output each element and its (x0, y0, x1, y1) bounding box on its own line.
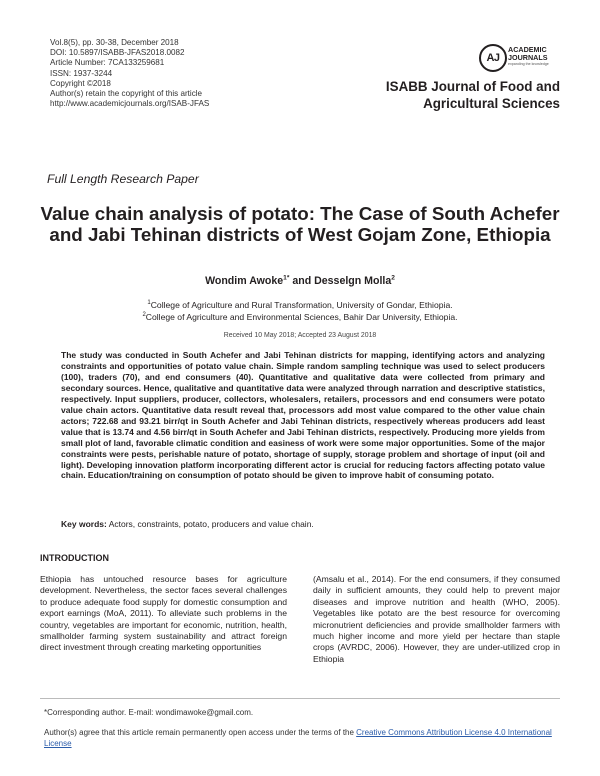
author-name: Desselgn Molla (314, 275, 392, 287)
meta-volume: Vol.8(5), pp. 30-38, December 2018 (50, 38, 179, 47)
meta-copyright-note: Author(s) retain the copyright of this article (50, 89, 203, 99)
affiliation: $^1$College of Agriculture and Rural Transformation, University of Gondar, Ethiopia. (147, 300, 453, 310)
author-superscript: 2 (391, 274, 395, 282)
license-text: Author(s) agree that this article remain permanently open access under the terms of the (44, 728, 357, 737)
keywords-list: Actors, constraints, potato, producers and value chain. (106, 519, 314, 529)
meta-doi: DOI: 10.5897/ISABB-JFAS2018.0082 (50, 48, 185, 58)
received-dates: Received 10 May 2018; Accepted 23 August 2018 (223, 332, 377, 339)
academic-journals-logo (479, 44, 571, 74)
keywords (61, 519, 545, 529)
intro-column-left: Ethiopia has untouched resource bases for agriculture development. Nevertheless, the sector faces several challenges to produce adequate food supply for domestic consumption and export earnings (MoA, 2011). To alleviate such problems in the country, vegetables are important for economic, nutrition, health, smallholder farming system sustainability and attract foreign direct investment through creating marketing opportunities (40, 574, 287, 653)
journal-name: ISABB Journal of Food and Agricultural Sciences (385, 79, 560, 111)
logo-tagline: expanding the knowledge (508, 62, 549, 66)
author-superscript: 1* (283, 274, 290, 282)
footer-divider (40, 698, 560, 699)
article-metadata (50, 38, 209, 109)
affiliation: $^2$College of Agriculture and Environmental Sciences, Bahir Dar University, Ethiopia. (142, 312, 458, 323)
author-conjunction: and (289, 275, 315, 287)
license-notice (44, 728, 560, 749)
keywords-label: Key words: (61, 519, 107, 529)
abstract: The study was conducted in South Achefer and Jabi Tehinan districts for mapping, identifying actors and analyzing constraints and opportunities of potato value chain. Simple random sampling technique was used to select producers (100), traders (70), and end consumers (40). Quantitative and qualitative data were collected from primary and secondary sources. Hence, qualitative and quantitative data were analyzed through narration and descriptive statistics, respectively. Input suppliers, producer, collectors, wholesalers, retailers, processors and end consumers were potato value chain actors. Quantitative data result reveal that, processors add most value compared to the other value chain actors; 722.68 and 93.21 birr/qt in South Achefer and Jabi Tehinan districts, respectively whereas producers add least value that is 13.74 and 4.56 birr/qt in South Achefer and Jabi Tehinan districts, respectively. Producing more yields from small plot of land, favorable climatic condition and easiness of work were some major opportunities. Some of the major constraints were pests, perishable nature of potato, shortage of supply, storage problem and shortage of input (oil and light). Developing innovation platform incorporating different actor is crucial for reducing factors affecting potato value chain. Education/training on consumption of potato should be given to improve habit of consuming potato. (61, 350, 545, 481)
author-name: Wondim Awoke (205, 275, 284, 287)
section-heading-introduction: INTRODUCTION (40, 553, 109, 563)
corresponding-author: *Corresponding author. E-mail: wondimawoke@gmail.com. (44, 708, 254, 717)
meta-copyright: Copyright ©2018 (50, 78, 111, 88)
logo-mark-icon: AJ (479, 44, 507, 72)
paper-title: Value chain analysis of potato: The Case of South Achefer and Jabi Tehinan districts of West Gojam Zone, Ethiopia (40, 203, 560, 246)
logo-wordmark: ACADEMIC JOURNALS (508, 45, 548, 62)
author-list (40, 275, 560, 287)
affiliations (40, 299, 560, 323)
meta-journal-url: http://www.academicjournals.org/ISAB-JFAS (50, 99, 210, 109)
meta-article-number: Article Number: 7CA133259681 (50, 58, 165, 68)
intro-column-right: (Amsalu et al., 2014). For the end consumers, if they consumed daily in sufficient amounts, they could help to prevent major diseases and improve nutrition and health (WHO, 2005). Vegetables like potato are the best resource for overcoming micronutrient deficiencies and provide smallholder farmers with much higher income and more yield per hectare than staple crops (AVRDC, 2006). However, they are under-utilized crop in Ethiopia (313, 574, 560, 664)
research-type: Full Length Research Paper (47, 172, 199, 186)
meta-issn: ISSN: 1937-3244 (50, 68, 113, 78)
license-link[interactable]: Creative Commons Attribution License 4.0 International License (44, 728, 552, 748)
